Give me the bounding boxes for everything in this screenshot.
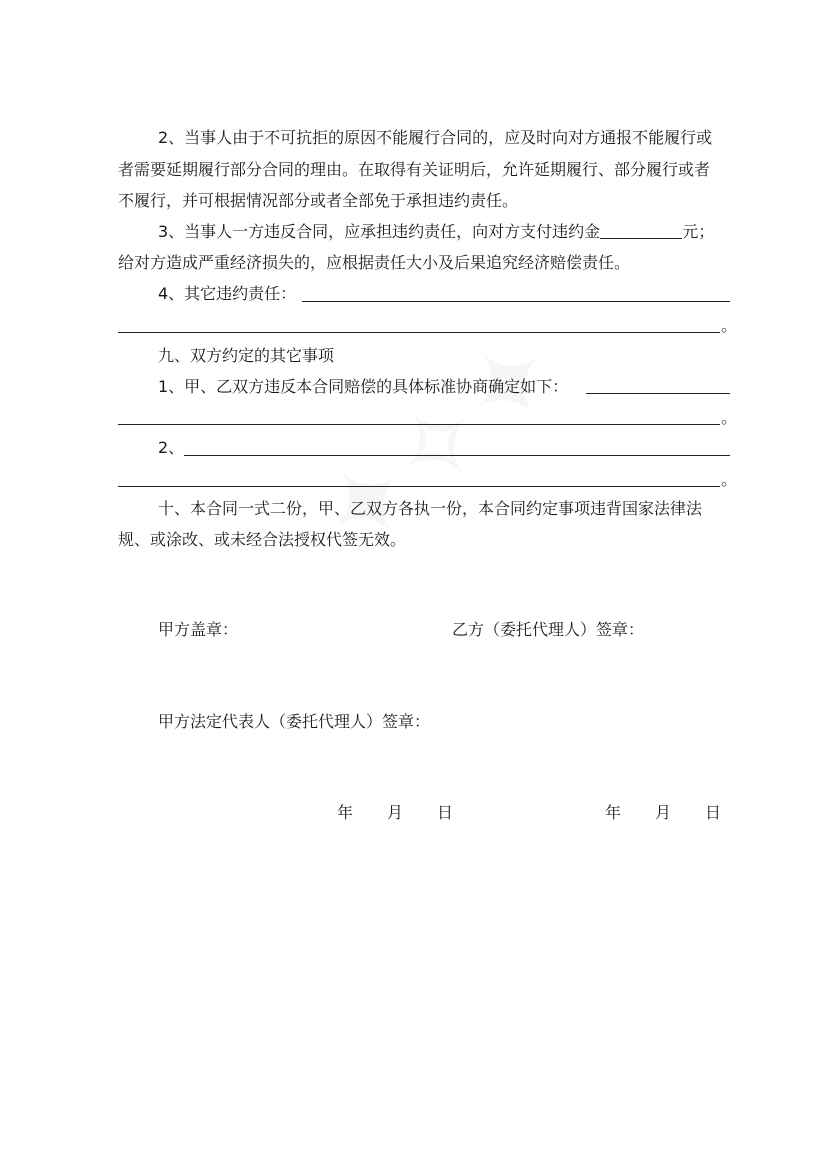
party-b-date-day: 日	[705, 803, 722, 822]
clause-2-line-3: 不履行，并可根据情况部分或者全部免于承担违约责任。	[118, 191, 519, 210]
section-9-title: 九、双方约定的其它事项	[158, 346, 335, 365]
clause-2-line-2: 者需要延期履行部分合同的理由。在取得有关证明后，允许延期履行、部分履行或者	[118, 160, 711, 179]
party-b-sign-label: 乙方（委托代理人）签章：	[452, 620, 645, 639]
section-9-item-1-blank-2[interactable]	[118, 424, 720, 425]
party-a-date-month: 月	[387, 803, 404, 822]
clause-4-blank-2[interactable]	[118, 332, 720, 333]
clause-4-blank-1[interactable]	[302, 301, 730, 302]
section-10-line-2: 规、或涂改、或未经合法授权代签无效。	[118, 530, 407, 549]
section-9-item-1-period: 。	[721, 408, 738, 427]
clause-4-period: 。	[721, 316, 738, 335]
clause-2-line-1: 2、当事人由于不可抗拒的原因不能履行合同的，应及时向对方通报不能履行或	[158, 128, 713, 147]
party-b-date-year: 年	[605, 803, 622, 822]
section-9-item-2-label: 2、	[158, 438, 185, 457]
clause-3-line-2: 给对方造成严重经济损失的，应根据责任大小及后果追究经济赔偿责任。	[118, 253, 631, 272]
section-9-item-2-period: 。	[721, 470, 738, 489]
section-9-item-2-blank-1[interactable]	[184, 455, 730, 456]
party-a-seal-label: 甲方盖章：	[158, 620, 239, 639]
section-9-item-1-blank-1[interactable]	[586, 393, 730, 394]
penalty-amount-blank[interactable]	[600, 222, 682, 239]
section-9-item-1-label: 1、甲、乙双方违反本合同赔偿的具体标准协商确定如下：	[158, 377, 569, 396]
clause-4-label: 4、其它违约责任：	[158, 284, 297, 303]
clause-3-unit: 元；	[682, 222, 715, 241]
party-a-representative-label: 甲方法定代表人（委托代理人）签章：	[158, 712, 431, 731]
clause-3-line-1	[158, 222, 730, 242]
party-b-date-month: 月	[655, 803, 672, 822]
section-9-item-2-blank-2[interactable]	[118, 486, 720, 487]
clause-3-text: 3、当事人一方违反合同，应承担违约责任，向对方支付违约金	[158, 222, 601, 241]
party-a-date-day: 日	[437, 803, 454, 822]
section-10-line-1: 十、本合同一式二份，甲、乙双方各执一份，本合同约定事项违背国家法律法	[158, 499, 703, 518]
party-a-date-year: 年	[337, 803, 354, 822]
